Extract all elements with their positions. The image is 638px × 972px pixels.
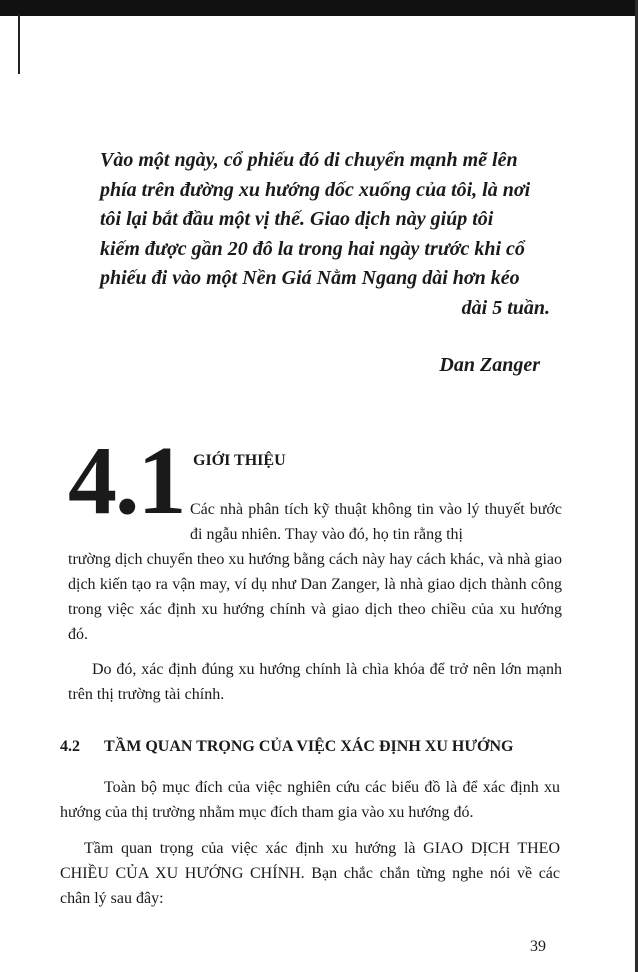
section-title: TẦM QUAN TRỌNG CỦA VIỆC XÁC ĐỊNH XU HƯỚNG xyxy=(104,738,514,755)
scan-edge-top xyxy=(0,0,638,16)
page-number: 39 xyxy=(530,938,546,955)
section-number-large: 4.1 xyxy=(68,427,185,535)
body-paragraph: Toàn bộ mục đích của việc nghiên cứu các biểu đồ là để xác định xu hướng của thị trường nhằm mục đích tham gia vào xu hướng đó. xyxy=(60,779,560,821)
section-heading-4-2 xyxy=(60,738,560,756)
section-number: 4.2 xyxy=(60,738,80,755)
epigraph-quote xyxy=(100,146,550,323)
section-heading: GIỚI THIỆU xyxy=(193,452,286,469)
scan-edge-left xyxy=(18,14,20,74)
quote-line: Vào một ngày, cổ phiếu đó di chuyển mạnh mẽ lên xyxy=(100,149,518,171)
quote-author: Dan Zanger xyxy=(439,354,540,376)
body-paragraph: Tầm quan trọng của việc xác định xu hướng là GIAO DỊCH THEO CHIỀU CỦA XU HƯỚNG CHÍNH. Bạn chắc chắn từng nghe nói về các chân lý sau đây: xyxy=(60,840,560,907)
quote-line: phía trên đường xu hướng dốc xuống của tôi, là nơi xyxy=(100,178,531,201)
intro-paragraph-continued: trường dịch chuyển theo xu hướng bằng cách này hay cách khác, và nhà giao dịch kiến tạo ra vận may, ví dụ như Dan Zanger, là nhà giao dịch thành công trong việc xác định xu hướng chính và giao dịch theo chiều của xu hướng đó. xyxy=(68,551,562,643)
quote-line: dài 5 tuần. xyxy=(461,296,550,319)
quote-line: phiếu đi vào một Nền Giá Nằm Ngang dài hơn kéo xyxy=(100,267,520,289)
quote-line: tôi lại bắt đầu một vị thế. Giao dịch này giúp tôi xyxy=(100,208,494,230)
body-paragraph: Do đó, xác định đúng xu hướng chính là chìa khóa để trở nên lớn mạnh trên thị trường tài chính. xyxy=(68,661,562,703)
intro-paragraph-start: Các nhà phân tích kỹ thuật không tin vào lý thuyết bước đi ngẫu nhiên. Thay vào đó, họ tin rằng thị xyxy=(190,501,562,543)
quote-line: kiếm được gần 20 đô la trong hai ngày trước khi cổ xyxy=(100,237,525,260)
